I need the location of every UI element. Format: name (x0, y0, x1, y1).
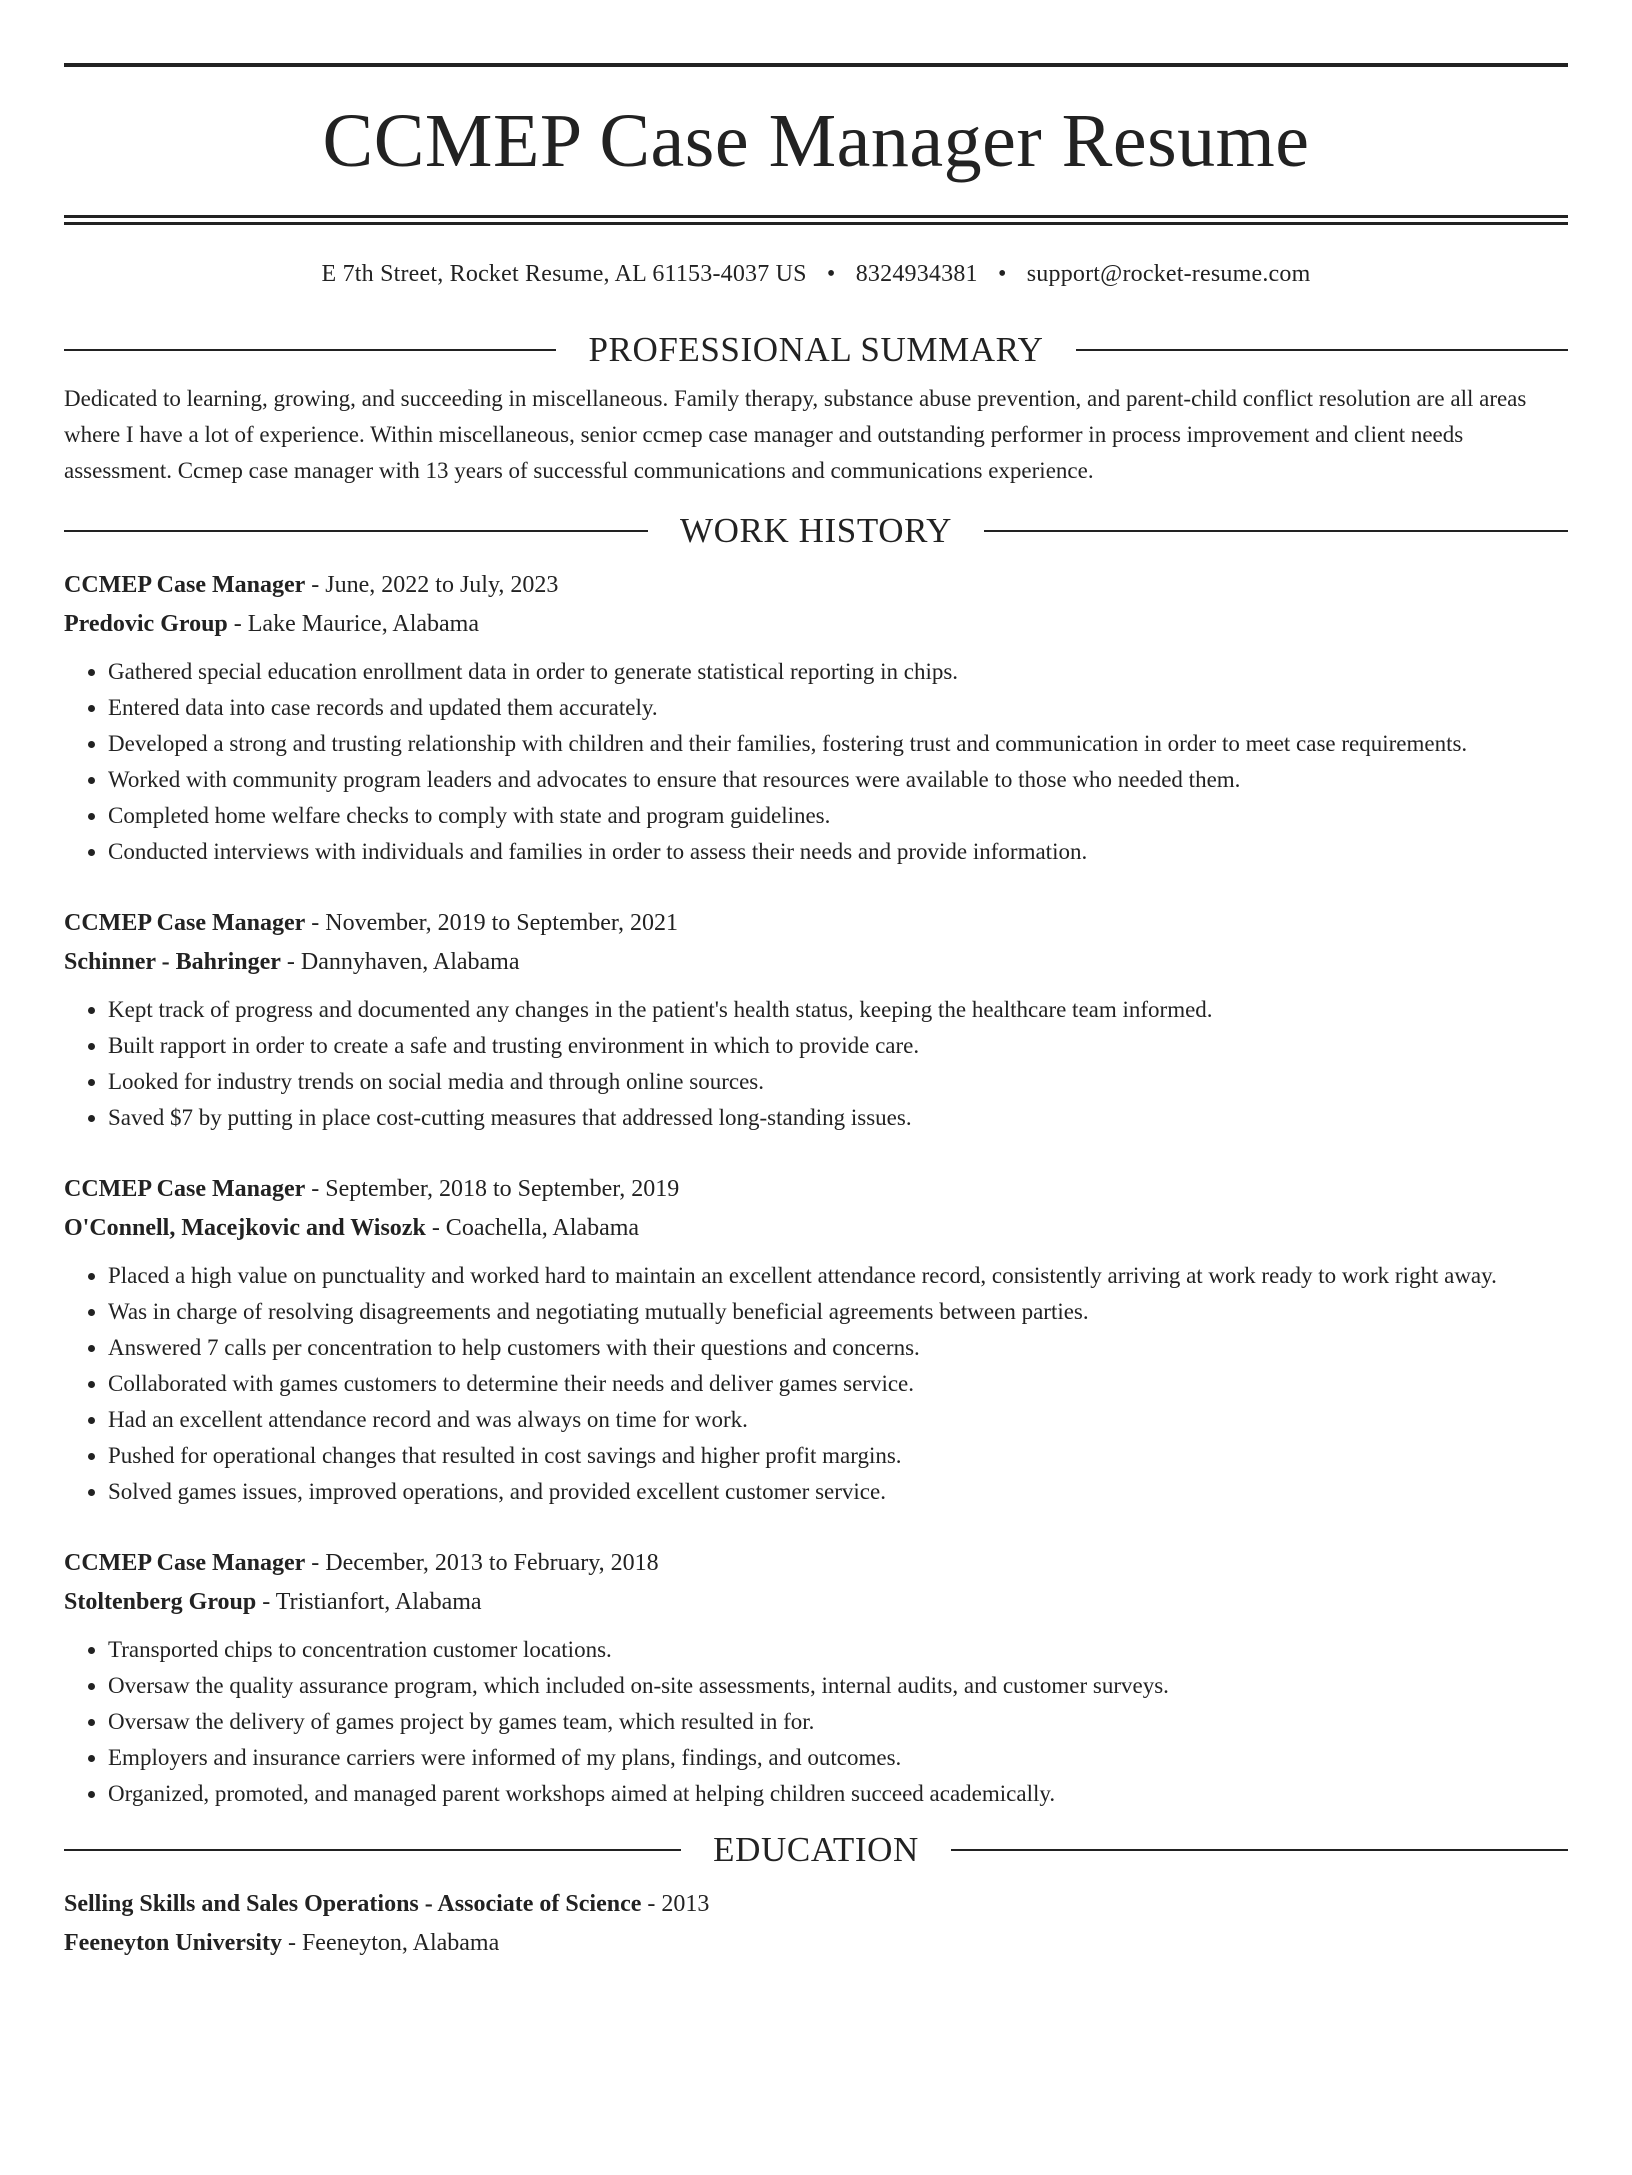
job-company-line (64, 1583, 1568, 1622)
job-entry (64, 1170, 1568, 1510)
job-dates: - June, 2022 to July, 2023 (305, 572, 559, 598)
section-heading-work (64, 513, 1568, 548)
contact-line (64, 261, 1568, 288)
title-double-rule (64, 215, 1568, 225)
education-location: - Feeneyton, Alabama (281, 1930, 500, 1956)
job-title: CCMEP Case Manager (64, 910, 306, 936)
job-company: Predovic Group (64, 611, 228, 637)
education-heading: EDUCATION (713, 1830, 919, 1869)
job-company: Schinner - Bahringer (64, 949, 281, 975)
job-title: CCMEP Case Manager (64, 1550, 306, 1576)
job-dates: - November, 2019 to September, 2021 (305, 910, 678, 936)
job-bullet: • Organized, promoted, and managed parent workshops aimed at helping children succeed academically. (108, 1776, 1568, 1812)
job-dates: - December, 2013 to February, 2018 (305, 1550, 659, 1576)
job-bullet: • Employers and insurance carriers were informed of my plans, findings, and outcomes. (108, 1740, 1568, 1776)
job-bullet: • Had an excellent attendance record and was always on time for work. (108, 1402, 1568, 1438)
page-title: CCMEP Case Manager Resume (322, 99, 1310, 183)
job-bullet: • Worked with community program leaders and advocates to ensure that resources were available to those who needed them. (108, 762, 1568, 798)
job-company-line (64, 605, 1568, 644)
education-year: - 2013 (641, 1891, 710, 1917)
job-bullet: • Built rapport in order to create a safe and trusting environment in which to provide care. (108, 1028, 1568, 1064)
heading-rule-left (64, 530, 648, 532)
job-bullet-list (64, 1632, 1568, 1812)
education-school: Feeneyton University (64, 1930, 282, 1956)
section-heading-summary (64, 332, 1568, 367)
job-title-line (64, 566, 1568, 605)
job-company-line (64, 943, 1568, 982)
job-bullet: • Pushed for operational changes that resulted in cost savings and higher profit margins. (108, 1438, 1568, 1474)
heading-rule-right (951, 1849, 1568, 1851)
job-title: CCMEP Case Manager (64, 572, 306, 598)
summary-heading: PROFESSIONAL SUMMARY (588, 330, 1044, 369)
job-bullet: • Collaborated with games customers to determine their needs and deliver games service. (108, 1366, 1568, 1402)
heading-rule-left (64, 349, 556, 351)
heading-rule-right (1076, 349, 1568, 351)
education-degree-line (64, 1885, 1568, 1924)
education-degree: Selling Skills and Sales Operations - Associate of Science (64, 1891, 642, 1917)
job-bullet: • Kept track of progress and documented any changes in the patient's health status, keeping the healthcare team informed. (108, 992, 1568, 1028)
job-title-line (64, 904, 1568, 943)
job-bullet: • Conducted interviews with individuals and families in order to assess their needs and provide information. (108, 834, 1568, 870)
job-bullet-list (64, 992, 1568, 1136)
job-bullet: • Was in charge of resolving disagreements and negotiating mutually beneficial agreements between parties. (108, 1294, 1568, 1330)
education-school-line (64, 1924, 1568, 1963)
job-location: - Lake Maurice, Alabama (227, 611, 479, 637)
job-entry (64, 904, 1568, 1136)
separator-dot: • (997, 261, 1007, 287)
work-heading: WORK HISTORY (680, 511, 952, 550)
separator-dot: • (826, 261, 836, 287)
job-bullet: • Oversaw the quality assurance program, which included on-site assessments, internal audits, and customer surveys. (108, 1668, 1568, 1704)
job-bullet-list (64, 1258, 1568, 1510)
job-bullet: • Solved games issues, improved operations, and provided excellent customer service. (108, 1474, 1568, 1510)
contact-email: support@rocket-resume.com (1026, 261, 1311, 287)
heading-rule-left (64, 1849, 681, 1851)
summary-text: Dedicated to learning, growing, and succeeding in miscellaneous. Family therapy, substance abuse prevention, and parent-child conflict resolution are all areas where I have a lot of experience. Within miscellaneous, senior ccmep case manager and outstanding performer in process improvement and client needs assessment. Ccmep case manager with 13 years of successful communications and communications experience. (64, 386, 1527, 483)
job-bullet: • Placed a high value on punctuality and worked hard to maintain an excellent attendance record, consistently arriving at work ready to work right away. (108, 1258, 1568, 1294)
job-bullet: • Gathered special education enrollment data in order to generate statistical reporting in chips. (108, 654, 1568, 690)
job-bullet: • Oversaw the delivery of games project by games team, which resulted in for. (108, 1704, 1568, 1740)
job-dates: - September, 2018 to September, 2019 (305, 1176, 680, 1202)
job-company: O'Connell, Macejkovic and Wisozk (64, 1215, 426, 1241)
job-title-line (64, 1170, 1568, 1209)
job-title-line (64, 1544, 1568, 1583)
job-bullet: • Looked for industry trends on social media and through online sources. (108, 1064, 1568, 1100)
job-bullet: • Completed home welfare checks to comply with state and program guidelines. (108, 798, 1568, 834)
contact-address: E 7th Street, Rocket Resume, AL 61153-4037 US (321, 261, 807, 287)
job-bullet-list (64, 654, 1568, 870)
job-location: - Coachella, Alabama (425, 1215, 640, 1241)
job-entry (64, 1544, 1568, 1812)
job-bullet: • Saved $7 by putting in place cost-cutting measures that addressed long-standing issues. (108, 1100, 1568, 1136)
job-bullet: • Entered data into case records and updated them accurately. (108, 690, 1568, 726)
contact-phone: 8324934381 (855, 261, 978, 287)
job-entry (64, 566, 1568, 870)
heading-rule-right (984, 530, 1568, 532)
work-history-list (64, 566, 1568, 1812)
job-title: CCMEP Case Manager (64, 1176, 306, 1202)
education-entry (64, 1885, 1568, 1963)
job-location: - Tristianfort, Alabama (256, 1589, 482, 1615)
job-company-line (64, 1209, 1568, 1248)
job-company: Stoltenberg Group (64, 1589, 257, 1615)
job-location: - Dannyhaven, Alabama (280, 949, 520, 975)
job-bullet: • Developed a strong and trusting relationship with children and their families, fostering trust and communication in order to meet case requirements. (108, 726, 1568, 762)
section-heading-education (64, 1832, 1568, 1867)
resume-page (0, 63, 1632, 2175)
job-bullet: • Answered 7 calls per concentration to help customers with their questions and concerns. (108, 1330, 1568, 1366)
job-bullet: • Transported chips to concentration customer locations. (108, 1632, 1568, 1668)
